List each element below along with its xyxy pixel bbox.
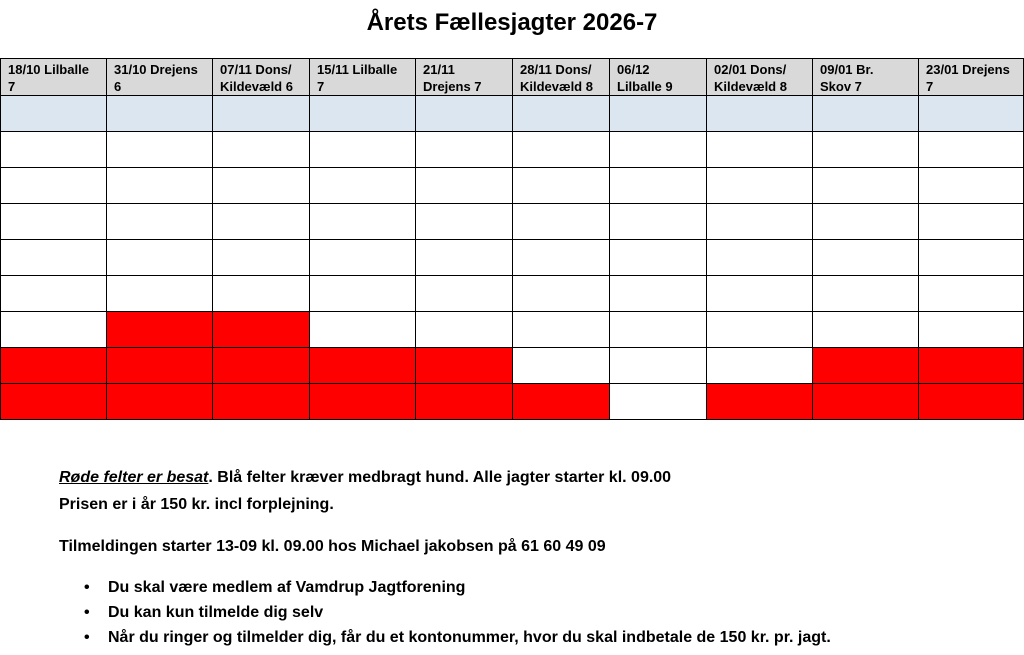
hunt-header: 18/10 Lilballe 7 — [1, 59, 107, 96]
free-slot — [813, 204, 919, 240]
booked-slot — [919, 348, 1024, 384]
dog-slot — [310, 96, 416, 132]
free-slot — [310, 204, 416, 240]
hunt-header: 15/11 Lilballe 7 — [310, 59, 416, 96]
free-slot — [416, 276, 513, 312]
free-slot — [1, 240, 107, 276]
hunt-header: 28/11 Dons/ Kildevæld 8 — [513, 59, 610, 96]
free-slot — [416, 204, 513, 240]
slot-row — [1, 168, 1024, 204]
legend-line — [59, 468, 671, 488]
dog-slot — [107, 96, 213, 132]
free-slot — [610, 348, 707, 384]
free-slot — [213, 204, 310, 240]
free-slot — [513, 312, 610, 348]
free-slot — [610, 168, 707, 204]
free-slot — [513, 276, 610, 312]
free-slot — [213, 240, 310, 276]
booked-slot — [1, 348, 107, 384]
dog-slot — [919, 96, 1024, 132]
hunt-schedule-table — [0, 58, 1024, 420]
slot-row — [1, 132, 1024, 168]
free-slot — [513, 348, 610, 384]
free-slot — [707, 276, 813, 312]
free-slot — [513, 204, 610, 240]
free-slot — [310, 132, 416, 168]
booked-slot — [107, 348, 213, 384]
free-slot — [513, 168, 610, 204]
free-slot — [707, 312, 813, 348]
free-slot — [610, 276, 707, 312]
booked-slot — [919, 384, 1024, 420]
free-slot — [813, 240, 919, 276]
slot-row — [1, 276, 1024, 312]
booked-slot — [1, 384, 107, 420]
booked-slot — [310, 384, 416, 420]
hunt-header: 31/10 Drejens 6 — [107, 59, 213, 96]
dog-slot — [1, 96, 107, 132]
hunt-header: 07/11 Dons/ Kildevæld 6 — [213, 59, 310, 96]
rule-item — [58, 625, 831, 650]
free-slot — [813, 312, 919, 348]
hunt-header: 06/12 Lilballe 9 — [610, 59, 707, 96]
dog-slot — [813, 96, 919, 132]
rule-text: Du skal være medlem af Vamdrup Jagtforening — [108, 579, 466, 596]
free-slot — [213, 168, 310, 204]
free-slot — [1, 204, 107, 240]
price-line: Prisen er i år 150 kr. incl forplejning. — [59, 496, 334, 513]
free-slot — [416, 168, 513, 204]
slot-row — [1, 312, 1024, 348]
rule-text: Du kan kun tilmelde dig selv — [108, 604, 324, 621]
free-slot — [919, 132, 1024, 168]
slot-row — [1, 96, 1024, 132]
free-slot — [1, 132, 107, 168]
free-slot — [610, 384, 707, 420]
page-title: Årets Fællesjagter 2026-7 — [366, 9, 658, 36]
slot-row — [1, 384, 1024, 420]
free-slot — [416, 240, 513, 276]
free-slot — [1, 168, 107, 204]
slot-row — [1, 240, 1024, 276]
bullet-icon: • — [84, 579, 90, 596]
free-slot — [107, 204, 213, 240]
rule-text: Når du ringer og tilmelder dig, får du et kontonummer, hvor du skal indbetale de 150 kr. pr. jagt. — [108, 629, 831, 646]
legend-rest: . Blå felter kræver medbragt hund. Alle jagter starter kl. 09.00 — [208, 469, 672, 486]
bullet-icon: • — [84, 604, 90, 621]
free-slot — [919, 276, 1024, 312]
hunt-header: 02/01 Dons/ Kildevæld 8 — [707, 59, 813, 96]
free-slot — [610, 132, 707, 168]
free-slot — [310, 168, 416, 204]
slot-rows — [1, 96, 1024, 420]
free-slot — [813, 132, 919, 168]
free-slot — [213, 132, 310, 168]
free-slot — [310, 276, 416, 312]
booked-slot — [513, 384, 610, 420]
booked-slot — [416, 348, 513, 384]
booked-slot — [813, 348, 919, 384]
free-slot — [707, 168, 813, 204]
header-row — [1, 59, 1024, 96]
dog-slot — [213, 96, 310, 132]
booked-slot — [107, 384, 213, 420]
hunt-header: 23/01 Drejens 7 — [919, 59, 1024, 96]
registration-line: Tilmeldingen starter 13-09 kl. 09.00 hos Michael jakobsen på 61 60 49 09 — [59, 538, 606, 555]
free-slot — [919, 168, 1024, 204]
free-slot — [213, 276, 310, 312]
free-slot — [707, 132, 813, 168]
rule-item — [58, 575, 831, 600]
free-slot — [813, 168, 919, 204]
free-slot — [610, 312, 707, 348]
bullet-icon: • — [84, 629, 90, 646]
free-slot — [707, 348, 813, 384]
booked-slot — [213, 348, 310, 384]
booked-slot — [213, 384, 310, 420]
dog-slot — [707, 96, 813, 132]
free-slot — [513, 132, 610, 168]
free-slot — [513, 240, 610, 276]
free-slot — [310, 312, 416, 348]
free-slot — [107, 276, 213, 312]
free-slot — [919, 204, 1024, 240]
hunt-header: 21/11 Drejens 7 — [416, 59, 513, 96]
slot-row — [1, 348, 1024, 384]
rule-item — [58, 600, 831, 625]
free-slot — [107, 168, 213, 204]
free-slot — [416, 312, 513, 348]
dog-slot — [513, 96, 610, 132]
free-slot — [919, 312, 1024, 348]
booked-slot — [813, 384, 919, 420]
legend-red-note: Røde felter er besat — [59, 469, 209, 486]
dog-slot — [610, 96, 707, 132]
free-slot — [610, 204, 707, 240]
dog-slot — [416, 96, 513, 132]
free-slot — [416, 132, 513, 168]
booked-slot — [213, 312, 310, 348]
free-slot — [1, 276, 107, 312]
rules-list — [58, 575, 831, 650]
free-slot — [610, 240, 707, 276]
free-slot — [813, 276, 919, 312]
booked-slot — [107, 312, 213, 348]
hunt-header: 09/01 Br. Skov 7 — [813, 59, 919, 96]
booked-slot — [416, 384, 513, 420]
free-slot — [107, 132, 213, 168]
slot-row — [1, 204, 1024, 240]
free-slot — [310, 240, 416, 276]
free-slot — [919, 240, 1024, 276]
free-slot — [707, 204, 813, 240]
free-slot — [707, 240, 813, 276]
free-slot — [1, 312, 107, 348]
free-slot — [107, 240, 213, 276]
booked-slot — [707, 384, 813, 420]
booked-slot — [310, 348, 416, 384]
